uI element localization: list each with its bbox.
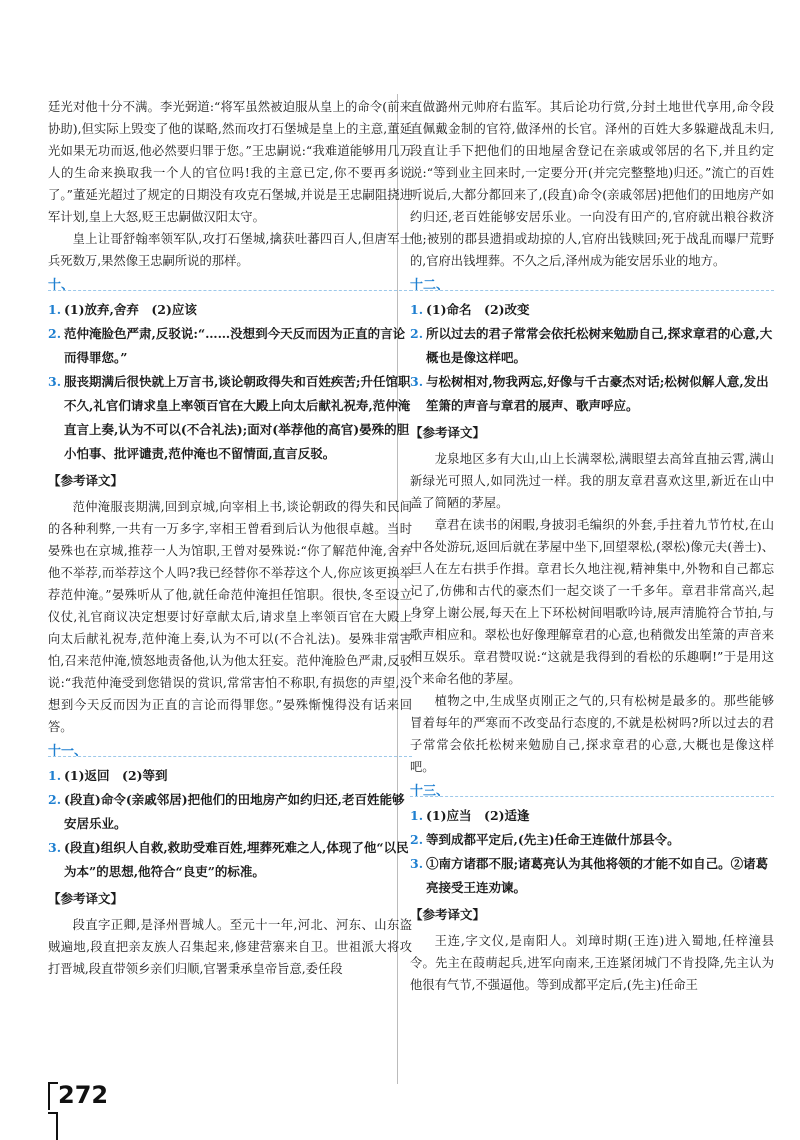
answer-item: 1. (1)放弃,舍弃 (2)应该 — [48, 302, 197, 317]
section-title-10: 十、 — [48, 274, 412, 298]
reference-label: 【参考译文】 — [410, 907, 486, 922]
page-number: 272 — [48, 1080, 112, 1110]
answer-item: 2. 等到成都平定后,(先主)任命王连做什邡县令。 — [410, 832, 680, 847]
translation-paragraph: 章君在读书的闲暇,身披羽毛编织的外套,手拄着九节竹杖,在山中各处游玩,返回后就在茅屋中坐下,回望翠松,(翠松)像元夫(善士)、巨人在左右拱手作揖。章君长久地注视,精神集中,外物和自己都忘记了,仿佛和古代的豪杰们一起交谈了一千多年。章君非常高兴,起身穿上谢公展,每天在上下环松树间唱歌吟诗,展声清脆符合节拍,与歌声相应和。翠松也好像理解章君的心意,也稍微发出笙箫的声音来相互娱乐。章君赞叹说:“这就是我得到的看松的乐趣啊!”于是用这个来命名他的茅屋。 — [410, 518, 774, 686]
answer-item: 2. 范仲淹脸色严肃,反驳说:“……没想到今天反而因为正直的言论而得罪您。” — [48, 326, 406, 365]
answer-item: 2. (段直)命令(亲戚邻居)把他们的田地房产如约归还,老百姓能够安居乐业。 — [48, 792, 405, 831]
answer-item: 1. (1)应当 (2)适逢 — [410, 808, 530, 823]
translation-paragraph: 龙泉地区多有大山,山上长满翠松,满眼望去高耸直抽云霄,满山新绿光可照人,如同洗过一样。我的朋友章君喜欢这里,新近在山中盖了简陋的茅屋。 — [410, 452, 774, 510]
reference-label: 【参考译文】 — [48, 891, 124, 906]
reference-label: 【参考译文】 — [48, 473, 124, 488]
translation-paragraph: 范仲淹服丧期满,回到京城,向宰相上书,谈论朝政的得失和民间的各种利弊,一共有一万多字,宰相王曾看到后认为他很卓越。当时晏殊也在京城,推荐一人为馆职,王曾对晏殊说:“你了解范仲淹,舍弃他不举荐,而举荐这个人吗?我已经替你不举荐这个人,你应该更换举荐范仲淹。”晏殊听从了他,就任命范仲淹担任馆职。很快,冬至设立仪仗,礼官商议决定想要讨好章献太后,请求皇上率领百官在大殿上向太后献礼祝寿,范仲淹上奏,认为不可以(不合礼法)。晏殊非常害怕,召来范仲淹,愤怒地责备他,认为他太狂妄。范仲淹脸色严肃,反驳说:“我范仲淹受到您错误的赏识,常常害怕不称职,有损您的声望,没想到今天反而因为正直的言论而得罪您。”晏殊惭愧得没有话来回答。 — [48, 500, 412, 734]
answer-item: 1. (1)返回 (2)等到 — [48, 768, 168, 783]
section-title-11: 十一、 — [48, 740, 412, 764]
intro-paragraph: 皇上让哥舒翰率领军队,攻打石堡城,擒获吐蕃四百人,但唐军士兵死数万,果然像王忠嗣所说的那样。 — [48, 232, 412, 268]
answer-item: 3. 与松树相对,物我两忘,好像与千古豪杰对话;松树似解人意,发出笙箫的声音与章君的展声、歌声呼应。 — [410, 374, 769, 413]
translation-paragraph: 王连,字文仪,是南阳人。刘璋时期(王连)进入蜀地,任梓潼县令。先主在葭萌起兵,进军向南来,王连紧闭城门不肯投降,先主认为他很有气节,不强逼他。等到成都平定后,(先主)任命王 — [410, 934, 774, 992]
answer-item: 2. 所以过去的君子常常会依托松树来勉励自己,探求章君的心意,大概也是像这样吧。 — [410, 326, 773, 365]
translation-paragraph: 段直字正卿,是泽州晋城人。至元十一年,河北、河东、山东盗贼遍地,段直把亲友族人召集起来,修建营寨来自卫。世祖派大将攻打晋城,段直带领乡亲们归顺,官署秉承皇帝旨意,委任段 — [48, 918, 412, 976]
intro-paragraph: 廷光对他十分不满。李光弼道:“将军虽然被迫服从皇上的命令(前来协助),但实际上毁变了他的谋略,然而攻打石堡城是皇上的主意,董延光如果无功而返,他必然要归罪于您。”王忠嗣说:“我难道能够用几万人的生命来换取我一个人的官位吗!我的主意已定,你不要再多说了。”董延光超过了规定的日期没有攻克石堡城,并说是王忠嗣阻挠进军计划,皇上大怒,贬王忠嗣做汉阳太守。 — [48, 100, 412, 224]
answer-item: 3. (段直)组织人自救,救助受难百姓,埋葬死难之人,体现了他“以民为本”的思想,他符合“良吏”的标准。 — [48, 840, 409, 879]
section-title-13: 十三、 — [410, 780, 774, 804]
left-column — [48, 96, 412, 980]
answer-item: 3. ①南方诸郡不服;诸葛亮认为其他将领的才能不如自己。②诸葛亮接受王连劝谏。 — [410, 856, 769, 895]
intro-paragraph: 直做潞州元帅府右监军。其后论功行赏,分封土地世代享用,命令段直佩戴金制的官符,做泽州的长官。泽州的百姓大多躲避战乱未归,段直让手下把他们的田地屋舍登记在亲戚或邻居的名下,并且约定说:“等到业主回来时,一定要分开(并完完整整地)归还。”流亡的百姓听说后,大都分都回来了,(段直)命令(亲戚邻居)把他们的田地房产如约归还,老百姓能够安居乐业。一向没有田产的,官府就出粮谷救济他;被别的郡县遗捐或劫掠的人,官府出钱赎回;死于战乱而曝尸荒野的,官府出钱埋葬。不久之后,泽州成为能安居乐业的地方。 — [410, 100, 774, 268]
reference-label: 【参考译文】 — [410, 425, 486, 440]
answer-item: 1. (1)命名 (2)改变 — [410, 302, 530, 317]
translation-paragraph: 植物之中,生成坚贞刚正之气的,只有松树是最多的。那些能够冒着每年的严寒而不改变品行态度的,不就是松树吗?所以过去的君子常常会依托松树来勉励自己,探求章君的心意,大概也是像这样吧。 — [410, 694, 774, 774]
answer-item: 3. 服丧期满后很快就上万言书,谈论朝政得失和百姓疾苦;升任馆职不久,礼官们请求皇上率领百官在大殿上向太后献礼祝寿,范仲淹直言上奏,认为不可以(不合礼法);面对(举荐他的高官)晏殊的胆小怕事、批评谴责,范仲淹也不留情面,直言反驳。 — [48, 374, 411, 461]
section-title-12: 十二、 — [410, 274, 774, 298]
right-column — [410, 96, 774, 996]
